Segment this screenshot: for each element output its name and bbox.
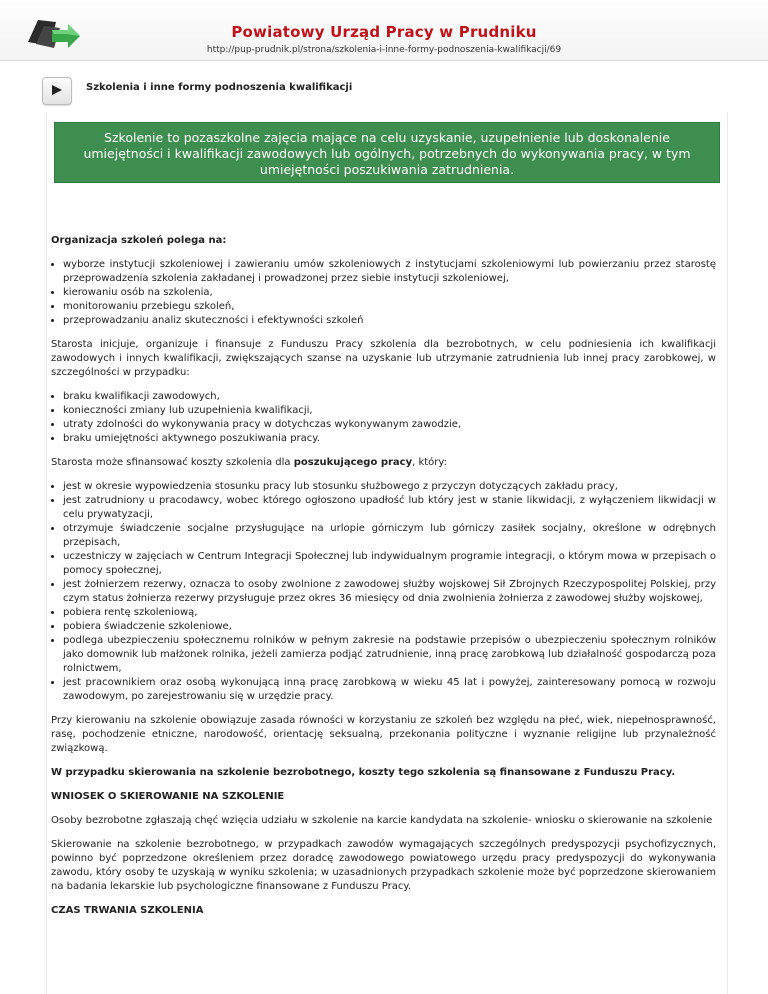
starosta-paragraph: Starosta inicjuje, organizuje i finansuje z Funduszu Pracy szkolenia dla bezrobotnych, w celu podniesienia ich kwalifikacji zawodowych i innych kwalifikacji, zwiększających szanse na uzyskanie lub utrzymanie zatrudnienia lub innej pracy zarobkowej, w szczególności w przypadku: [51, 339, 716, 378]
list-item: • jest żołnierzem rezerwy, oznacza to osoby zwolnione z zawodowej służby wojskowej Sił Zbrojnych Rzeczypospolitej Polskiej, przy czym status żołnierza rezerwy przysługuje przez okres 36 miesięcy od dnia zwolnienia żołnierza z zawodowej służby wojskowej, [63, 578, 716, 606]
list-item: • konieczności zmiany lub uzupełnienia kwalifikacji, [63, 404, 716, 418]
pup-logo-icon[interactable] [26, 12, 82, 52]
application-heading: WNIOSEK O SKIEROWANIE NA SZKOLENIE [51, 791, 285, 802]
organization-heading: Organizacja szkoleń polega na: [51, 235, 227, 246]
list-item: • monitorowaniu przebiegu szkoleń, [63, 300, 716, 314]
list-item: • jest pracownikiem oraz osobą wykonującą inną pracę zarobkową w wieku 45 lat i powyżej, zainteresowany pomocą w rozwoju zawodowym, po zarejestrowaniu się w urzędzie pracy. [63, 676, 716, 704]
list-item: • braku umiejętności aktywnego poszukiwania pracy. [63, 432, 716, 446]
list-item: • utraty zdolności do wykonywania pracy w dotychczas wykonywanym zawodzie, [63, 418, 716, 432]
list-item: • jest zatrudniony u pracodawcy, wobec którego ogłoszono upadłość lub który jest w stanie likwidacji, z wyłączeniem likwidacji w celu prywatyzacji, [63, 494, 716, 522]
list-item: • jest w okresie wypowiedzenia stosunku pracy lub stosunku służbowego z przyczyn dotyczących zakładu pracy, [63, 480, 716, 494]
starosta-list [51, 390, 716, 446]
list-item: • otrzymuje świadczenie socjalne przysługujące na urlopie górniczym lub górniczy zasiłek socjalny, określone w odrębnych przepisach, [63, 522, 716, 550]
list-item: • pobiera rentę szkoleniową, [63, 606, 716, 620]
equality-paragraph: Przy kierowaniu na szkolenie obowiązuje zasada równości w korzystaniu ze szkoleń bez względu na płeć, wiek, niepełnosprawność, rasę, pochodzenie etniczne, narodowość, orientację seksualną, przekonania polityczne i wyznanie religijne lub przynależność związkową. [51, 715, 716, 754]
article-body [51, 234, 716, 928]
list-item: • kierowaniu osób na szkolenia, [63, 286, 716, 300]
seeker-intro-end: , który: [412, 457, 447, 468]
seeker-intro-text: Starosta może sfinansować koszty szkolenia dla [51, 457, 294, 468]
arrow-right-button[interactable] [42, 77, 72, 105]
list-item: • podlega ubezpieczeniu społecznemu rolników w pełnym zakresie na podstawie przepisów o ubezpieczeniu społecznym rolników jako domownik lub małżonek rolnika, jeżeli zamierza podjąć zatrudnienie, inną pracę zarobkową lub działalność gospodarczą poza rolnictwem, [63, 634, 716, 676]
organization-list [51, 258, 716, 328]
intro-banner: Szkolenie to pozaszkolne zajęcia mające na celu uzyskanie, uzupełnienie lub doskonalenie umiejętności i kwalifikacji zawodowych lub ogólnych, potrzebnych do wykonywania pracy, w tym umiejętności poszukiwania zatrudnienia. [54, 122, 720, 183]
list-item: • pobiera świadczenie szkoleniowe, [63, 620, 716, 634]
list-item: • uczestniczy w zajęciach w Centrum Integracji Społecznej lub indywidualnym programie integracji, o którym mowa w przepisach o pomocy społecznej, [63, 550, 716, 578]
duration-heading: CZAS TRWANIA SZKOLENIA [51, 905, 204, 916]
breadcrumb [0, 77, 768, 117]
seeker-list [51, 480, 716, 704]
list-item: • przeprowadzaniu analiz skuteczności i efektywności szkoleń [63, 314, 716, 328]
seeker-intro-bold: poszukującego pracy [293, 457, 413, 468]
list-item: • braku kwalifikacji zawodowych, [63, 390, 716, 404]
site-title: Powiatowy Urząd Pracy w Prudniku [231, 23, 537, 41]
site-header [0, 0, 768, 61]
seeker-intro [51, 456, 716, 470]
application-paragraph-2: Skierowanie na szkolenie bezrobotnego, w przypadkach zawodów wymagających szczególnych predyspozycji psychofizycznych, powinno być poprzedzone określeniem przez doradcę zawodowego powiatowego urzędu pracy predyspozycji do wykonywania zawodu, który osoby te uzyskają w wyniku szkolenia; w uzasadnionych przypadkach szkolenie może być poprzedzone skierowaniem na badania lekarskie lub psychologiczne finansowane z Funduszu Pracy. [51, 839, 716, 892]
page-url: http://pup-prudnik.pl/strona/szkolenia-i-inne-formy-podnoszenia-kwalifikacji/69 [206, 45, 562, 55]
list-item: • wyborze instytucji szkoleniowej i zawieraniu umów szkoleniowych z instytucjami szkoleniowymi lub powierzaniu przez starostę przeprowadzenia szkolenia zakładanej i prowadzonej przez siebie instytucji szkoleniowej, [63, 258, 716, 286]
funding-note: W przypadku skierowania na szkolenie bezrobotnego, koszty tego szkolenia są finansowane z Funduszu Pracy. [51, 767, 676, 778]
arrow-right-icon [51, 84, 63, 96]
application-paragraph-1: Osoby bezrobotne zgłaszają chęć wzięcia udziału w szkolenie na karcie kandydata na szkolenie- wniosku o skierowanie na szkolenie [51, 815, 713, 826]
breadcrumb-title: Szkolenia i inne formy podnoszenia kwalifikacji [86, 82, 353, 93]
